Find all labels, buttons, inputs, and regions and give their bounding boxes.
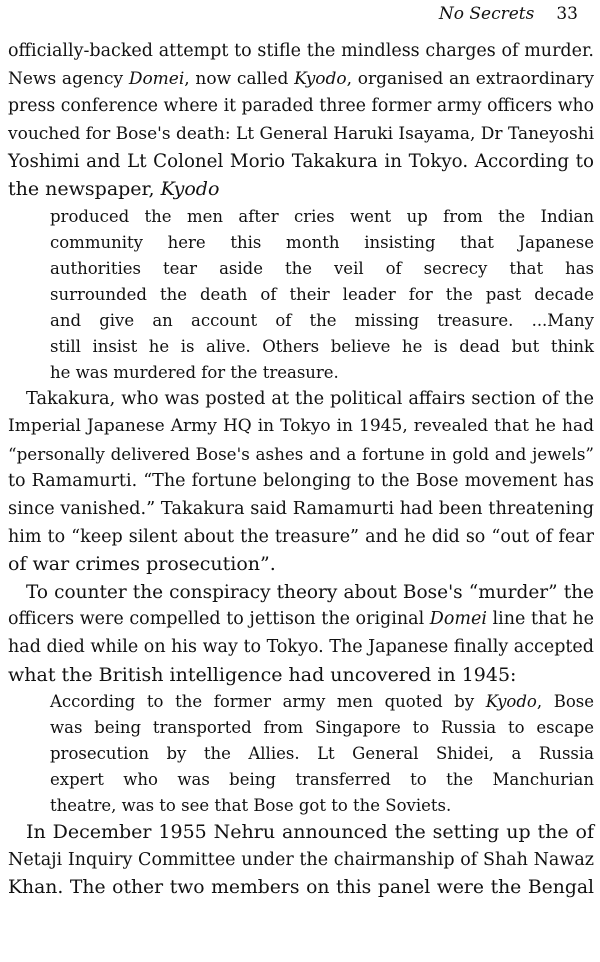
text-line: Netaji Inquiry Committee under the chairmanship of Shah Nawaz (8, 849, 594, 870)
text-line: had died while on his way to Tokyo. The Japanese finally accepted (8, 636, 594, 657)
text-line: officially-backed attempt to stifle the mindless charges of murder. (8, 41, 594, 61)
text-line (8, 66, 594, 94)
text-span: News agency (8, 68, 129, 89)
text-line: to Ramamurti. “The fortune belonging to the Bose movement has (8, 471, 594, 492)
paragraph-4 (8, 819, 594, 902)
text-line: In December 1955 Nehru announced the setting up the of (26, 821, 594, 844)
paragraph-1 (8, 38, 594, 204)
quote-line: still insist he is alive. Others believe he is dead but think (50, 336, 594, 356)
quote-line: authorities tear aside the veil of secrecy that has (50, 258, 594, 278)
quote-line: prosecution by the Allies. Lt General Shidei, a Russia (50, 744, 594, 764)
quote-line: community here this month insisting that Japanese (50, 232, 594, 252)
text-line: him to “keep silent about the treasure” and he did so “out of fear (8, 526, 594, 547)
text-span: According to the former army men quoted by (50, 692, 486, 712)
text-span: line that he (486, 609, 595, 630)
block-quote-1 (8, 204, 594, 386)
block-quote-2 (8, 689, 594, 819)
page-body (8, 38, 594, 902)
text-line: Yoshimi and Lt Colonel Morio Takakura in Tokyo. According to (8, 151, 594, 173)
running-head (439, 4, 578, 24)
text-span: , now called (184, 68, 295, 89)
page-number: 33 (556, 4, 578, 24)
italic-span: Kyodo (485, 692, 537, 712)
quote-line: produced the men after cries went up from the Indian (50, 206, 594, 226)
italic-span: Kyodo (160, 177, 220, 200)
text-line: Imperial Japanese Army HQ in Tokyo in 1945, revealed that he had (8, 416, 594, 437)
quote-line: and give an account of the missing treasure. ...Many (50, 310, 594, 330)
text-line: Khan. The other two members on this panel were the Bengal (8, 877, 594, 899)
quote-line: theatre, was to see that Bose got to the Soviets. (50, 796, 452, 816)
paragraph-2 (8, 386, 594, 579)
text-span: officers were compelled to jettison the original (8, 609, 430, 630)
quote-line: surrounded the death of their leader for the past decade (50, 284, 594, 304)
text-span: , Bose (536, 692, 594, 712)
text-line: what the British intelligence had uncovered in 1945: (8, 663, 517, 686)
text-line: vouched for Bose's death: Lt General Haruki Isayama, Dr Taneyoshi (8, 123, 595, 144)
text-line: To counter the conspiracy theory about Bose's “murder” the (26, 581, 594, 603)
quote-line: expert who was being transferred to the Manchurian (50, 770, 594, 790)
text-line: press conference where it paraded three former army officers who (8, 96, 594, 117)
quote-line (8, 689, 594, 715)
text-span: , organised an extraordinary (346, 68, 594, 89)
text-line (8, 176, 594, 204)
paragraph-3 (8, 579, 594, 689)
italic-span: Domei (429, 609, 487, 630)
text-line: Takakura, who was posted at the political affairs section of the (26, 388, 594, 409)
quote-line: was being transported from Singapore to Russia to escape (50, 718, 594, 738)
running-title: No Secrets (438, 4, 535, 24)
text-line: “personally delivered Bose's ashes and a fortune in gold and jewels” (8, 443, 594, 464)
italic-span: Domei (128, 68, 185, 89)
text-line (8, 606, 594, 634)
text-line: since vanished.” Takakura said Ramamurti had been threatening (8, 498, 594, 519)
text-span: the newspaper, (8, 177, 161, 200)
quote-line: he was murdered for the treasure. (50, 362, 339, 382)
text-line: of war crimes prosecution”. (8, 553, 276, 576)
italic-span: Kyodo (294, 68, 347, 89)
